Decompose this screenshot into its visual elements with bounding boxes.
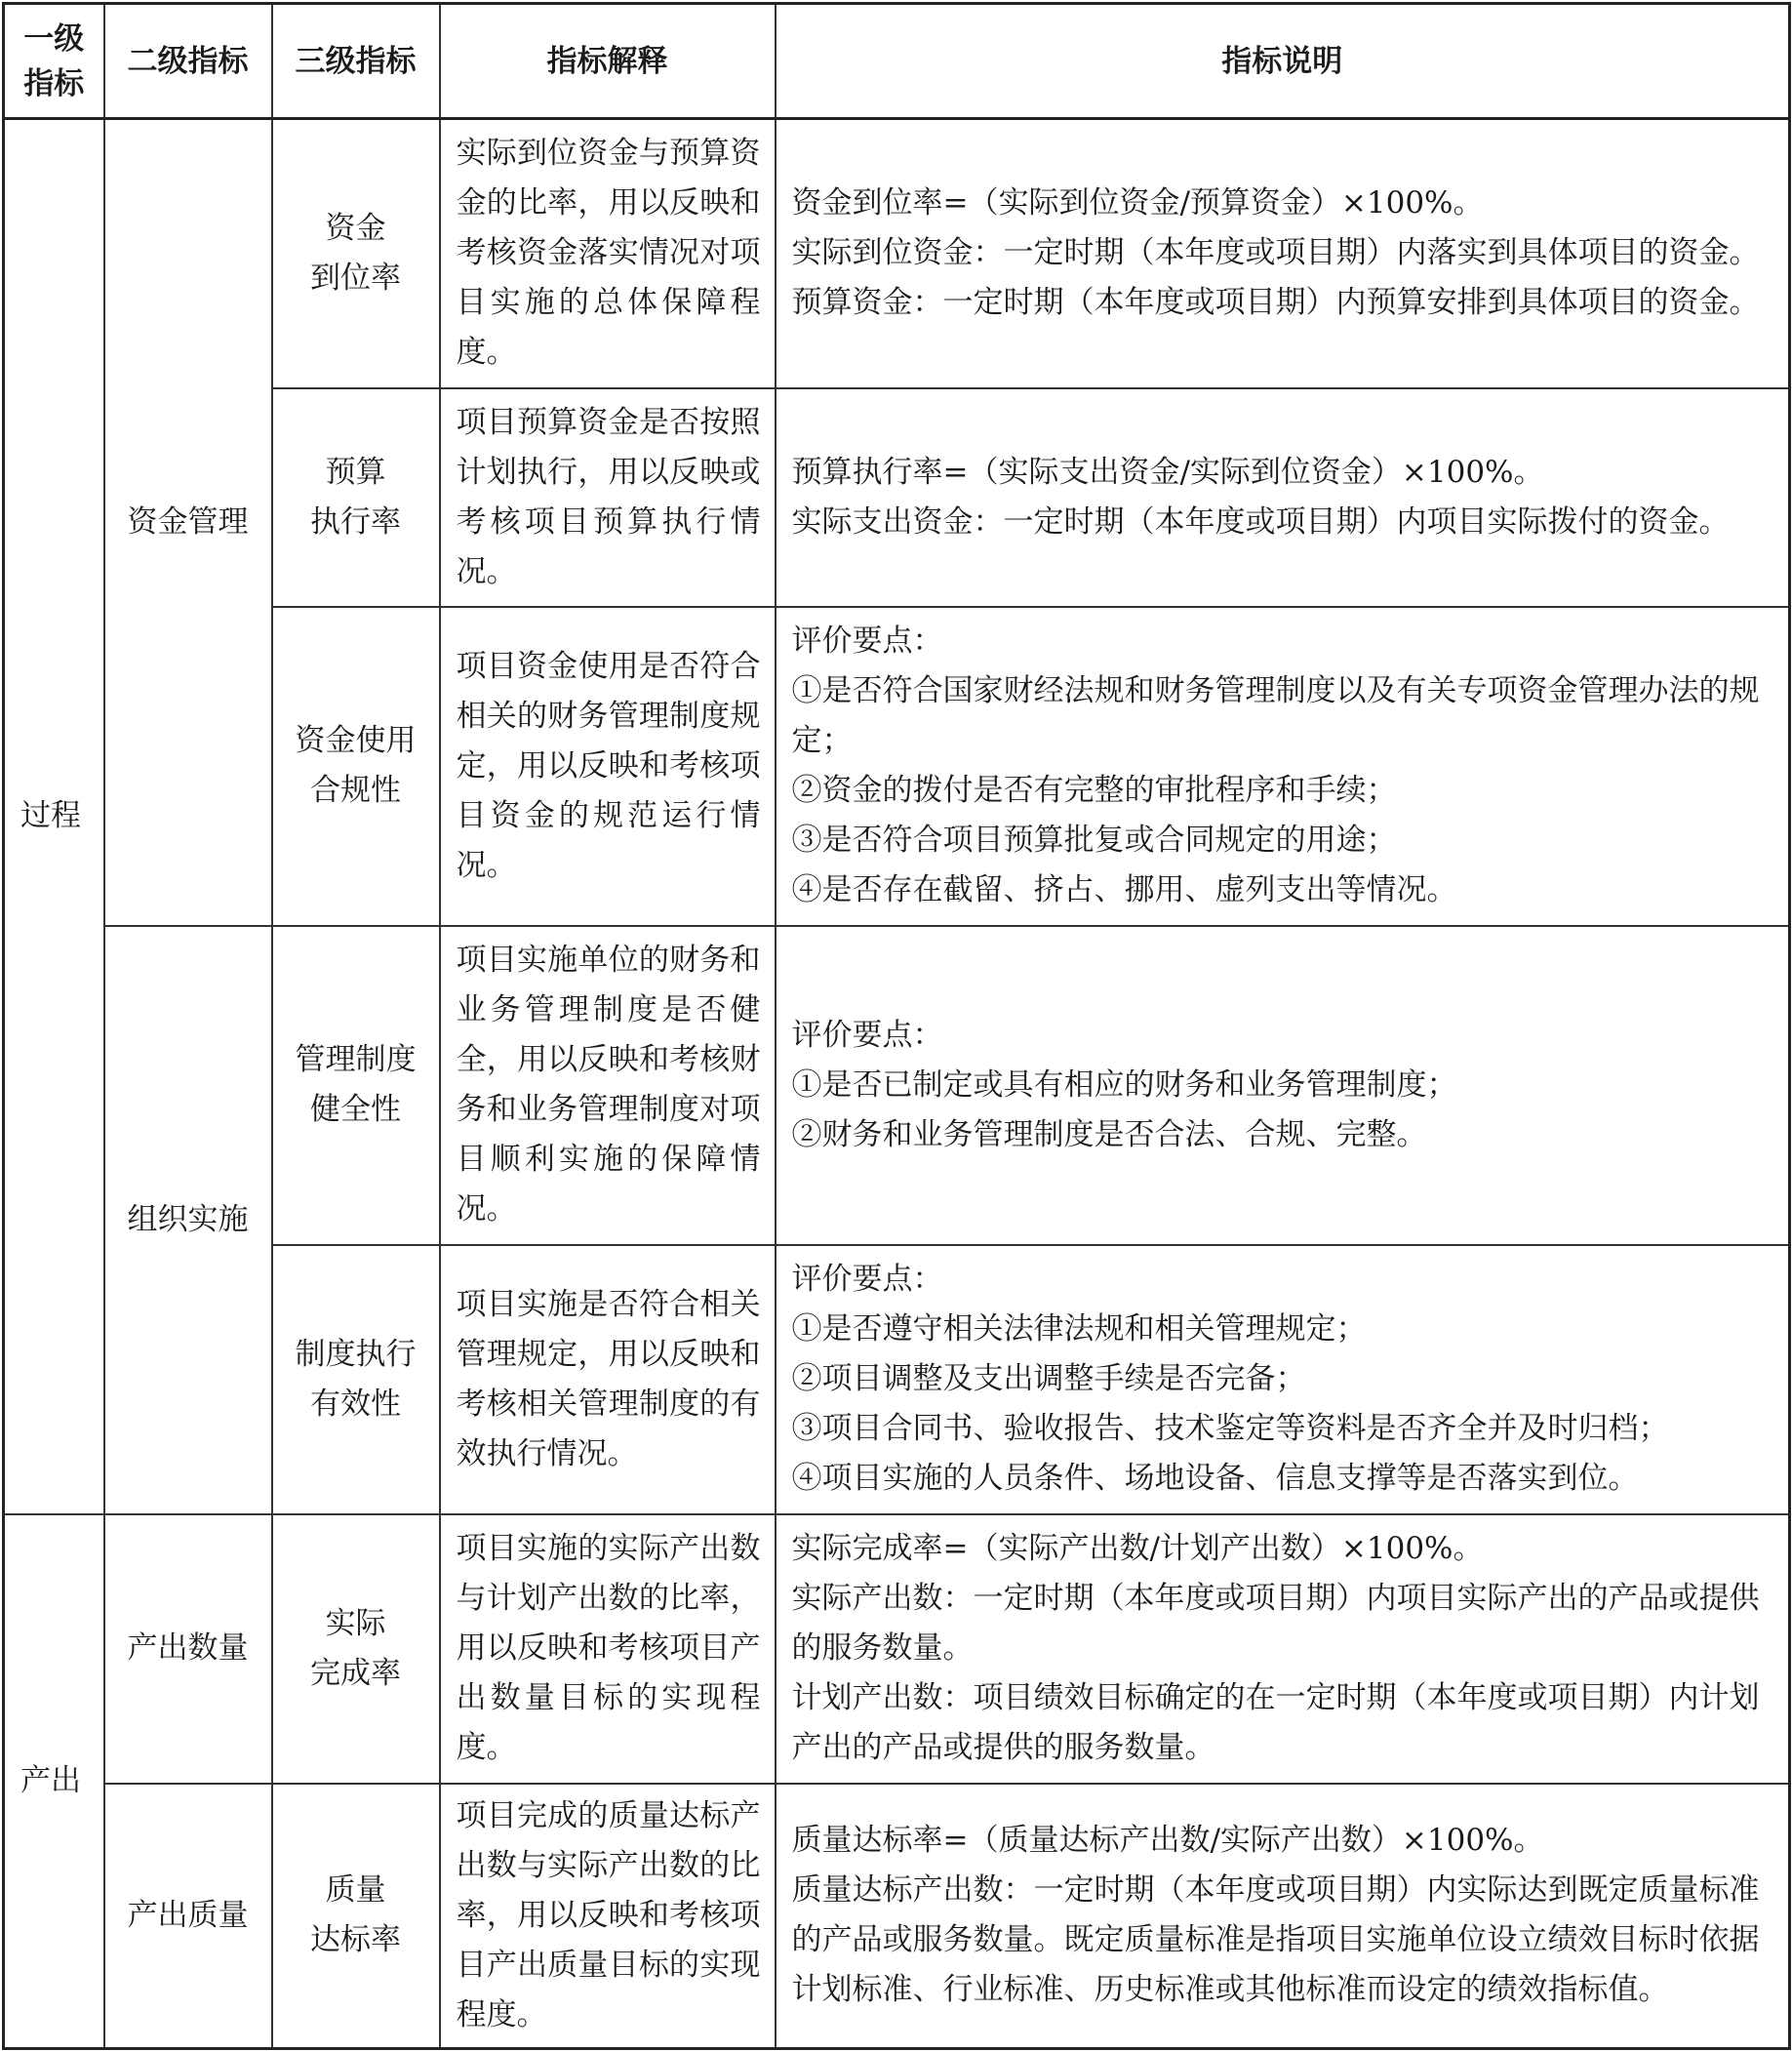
header-description: 指标说明 bbox=[776, 4, 1790, 119]
level3-line: 健全性 bbox=[310, 1092, 401, 1127]
description-line: ③项目合同书、验收报告、技术鉴定等资料是否齐全并及时归档； bbox=[791, 1411, 1669, 1446]
description-line: ②项目调整及支出调整手续是否完备； bbox=[791, 1361, 1306, 1396]
level3-line: 管理制度 bbox=[295, 1042, 417, 1077]
description-line: 计划产出数：项目绩效目标确定的在一定时期（本年度或项目期）内计划产出的产品或提供的服务数量。 bbox=[791, 1680, 1760, 1765]
description-cell bbox=[776, 119, 1790, 388]
level2-cell: 资金管理 bbox=[104, 119, 272, 926]
description-line: ①是否已制定或具有相应的财务和业务管理制度； bbox=[791, 1066, 1457, 1103]
description-line: 评价要点： bbox=[791, 1017, 943, 1053]
level3-line: 质量 bbox=[325, 1872, 386, 1909]
table-row bbox=[4, 926, 1790, 1245]
level2-cell: 产出质量 bbox=[104, 1784, 272, 2049]
description-cell bbox=[776, 1784, 1790, 2049]
description-line: ①是否符合国家财经法规和财务管理制度以及有关专项资金管理办法的规定； bbox=[791, 673, 1760, 758]
explanation-cell: 项目实施的实际产出数与计划产出数的比率，用以反映和考核项目产出数量目标的实现程度。 bbox=[440, 1514, 776, 1784]
description-line: ③是否符合项目预算批复或合同规定的用途； bbox=[791, 823, 1397, 858]
description-cell bbox=[776, 607, 1790, 926]
level1-cell: 产出 bbox=[4, 1514, 104, 2049]
level3-cell bbox=[272, 1514, 440, 1784]
description-line: ②财务和业务管理制度是否合法、合规、完整。 bbox=[791, 1116, 1427, 1152]
description-cell bbox=[776, 1514, 1790, 1784]
level3-cell bbox=[272, 119, 440, 388]
level2-cell: 产出数量 bbox=[104, 1514, 272, 1784]
level3-line: 执行率 bbox=[310, 503, 401, 540]
level3-line: 达标率 bbox=[310, 1922, 401, 1958]
description-line: 质量达标率=（质量达标产出数/实际产出数）×100%。 bbox=[791, 1823, 1544, 1859]
level3-line: 制度执行 bbox=[295, 1336, 417, 1372]
description-line: 实际到位资金：一定时期（本年度或项目期）内落实到具体项目的资金。 bbox=[791, 235, 1760, 271]
description-line: 预算资金：一定时期（本年度或项目期）内预算安排到具体项目的资金。 bbox=[791, 285, 1760, 321]
header-explanation: 指标解释 bbox=[440, 4, 776, 119]
level3-line: 完成率 bbox=[310, 1655, 401, 1691]
level3-cell bbox=[272, 607, 440, 926]
indicator-table bbox=[2, 2, 1791, 2050]
description-line: ②资金的拨付是否有完整的审批程序和手续； bbox=[791, 773, 1397, 808]
level3-cell bbox=[272, 388, 440, 607]
description-line: ④项目实施的人员条件、场地设备、信息支撑等是否落实到位。 bbox=[791, 1461, 1639, 1496]
table-row bbox=[4, 607, 1790, 926]
level3-cell bbox=[272, 926, 440, 1245]
description-line: 预算执行率=（实际支出资金/实际到位资金）×100%。 bbox=[791, 454, 1544, 490]
level3-line: 到位率 bbox=[310, 260, 401, 296]
header-level1: 一级指标 bbox=[4, 4, 104, 119]
table-row bbox=[4, 1245, 1790, 1514]
level3-cell bbox=[272, 1784, 440, 2049]
table-row bbox=[4, 119, 1790, 388]
description-line: 实际支出资金：一定时期（本年度或项目期）内项目实际拨付的资金。 bbox=[791, 503, 1730, 540]
level1-cell: 过程 bbox=[4, 119, 104, 1514]
header-row bbox=[4, 4, 1790, 119]
level3-line: 合规性 bbox=[310, 773, 401, 808]
description-cell bbox=[776, 926, 1790, 1245]
table-row bbox=[4, 388, 1790, 607]
explanation-cell: 项目预算资金是否按照计划执行，用以反映或考核项目预算执行情况。 bbox=[440, 388, 776, 607]
explanation-cell: 项目实施是否符合相关管理规定，用以反映和考核相关管理制度的有效执行情况。 bbox=[440, 1245, 776, 1514]
description-line: 资金到位率=（实际到位资金/预算资金）×100%。 bbox=[791, 185, 1484, 221]
description-line: ①是否遵守相关法律法规和相关管理规定； bbox=[791, 1311, 1367, 1347]
table-row bbox=[4, 1514, 1790, 1784]
level3-line: 预算 bbox=[325, 454, 386, 490]
description-line: 质量达标产出数：一定时期（本年度或项目期）内实际达到既定质量标准的产品或服务数量。既定质量标准是指项目实施单位设立绩效目标时依据计划标准、行业标准、历史标准或其他标准而设定的绩效指标值。 bbox=[791, 1872, 1760, 2008]
explanation-cell: 项目完成的质量达标产出数与实际产出数的比率，用以反映和考核项目产出质量目标的实现程度。 bbox=[440, 1784, 776, 2049]
description-cell bbox=[776, 1245, 1790, 1514]
level3-cell bbox=[272, 1245, 440, 1514]
level3-line: 实际 bbox=[325, 1605, 386, 1641]
level3-line: 资金使用 bbox=[295, 723, 417, 758]
description-cell bbox=[776, 388, 1790, 607]
header-level2: 二级指标 bbox=[104, 4, 272, 119]
description-line: 评价要点： bbox=[791, 1262, 943, 1297]
description-line: 实际产出数：一定时期（本年度或项目期）内项目实际产出的产品或提供的服务数量。 bbox=[791, 1581, 1760, 1666]
explanation-cell: 实际到位资金与预算资金的比率，用以反映和考核资金落实情况对项目实施的总体保障程度。 bbox=[440, 119, 776, 388]
explanation-cell: 项目资金使用是否符合相关的财务管理制度规定，用以反映和考核项目资金的规范运行情况。 bbox=[440, 607, 776, 926]
table-row bbox=[4, 1784, 1790, 2049]
description-line: 实际完成率=（实际产出数/计划产出数）×100%。 bbox=[791, 1531, 1484, 1566]
explanation-cell: 项目实施单位的财务和业务管理制度是否健全，用以反映和考核财务和业务管理制度对项目顺利实施的保障情况。 bbox=[440, 926, 776, 1245]
level3-line: 资金 bbox=[325, 210, 386, 246]
level3-line: 有效性 bbox=[310, 1386, 401, 1422]
description-line: ④是否存在截留、挤占、挪用、虚列支出等情况。 bbox=[791, 872, 1457, 907]
level2-cell: 组织实施 bbox=[104, 926, 272, 1514]
description-line: 评价要点： bbox=[791, 623, 943, 659]
header-level3: 三级指标 bbox=[272, 4, 440, 119]
